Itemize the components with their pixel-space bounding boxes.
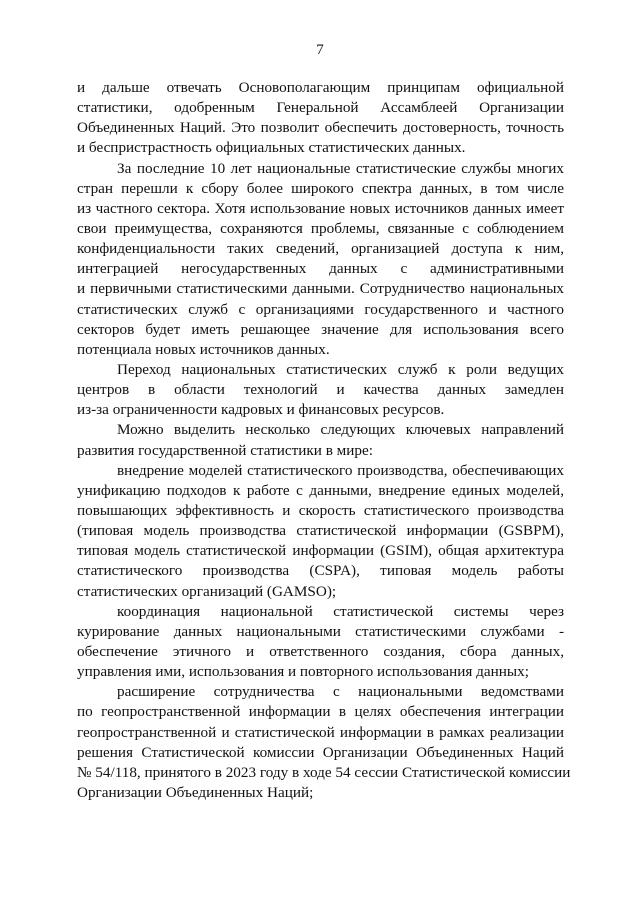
text-line: повышающих эффективность и скорость статистического производства	[77, 501, 564, 519]
text-line: геопространственной и статистической информации в рамках реализации	[77, 723, 564, 741]
text-line: секторов будет иметь решающее значение для использования всего	[77, 320, 564, 338]
text-line: статистических служб с организациями государственного и частного	[77, 300, 564, 318]
text-line: свои преимущества, сохраняются проблемы, связанные с соблюдением	[77, 219, 564, 237]
text-line: Можно выделить несколько следующих ключевых направлений	[117, 421, 564, 439]
text-line: и первичными статистическими данными. Сотрудничество национальных	[77, 280, 564, 298]
paragraph	[77, 360, 564, 420]
text-line: решения Статистической комиссии Организации Объединенных Наций	[77, 743, 564, 761]
text-line: Организации Объединенных Наций;	[77, 783, 314, 801]
text-line: расширение сотрудничества с национальными ведомствами	[117, 683, 564, 701]
text-line: статистики, одобренным Генеральной Ассамблеей Организации	[77, 99, 564, 117]
paragraph	[77, 420, 564, 460]
text-line: Объединенных Наций. Это позволит обеспечить достоверность, точность	[77, 119, 564, 137]
list-item	[77, 682, 571, 803]
text-line: конфиденциальности таких сведений, организацией доступа к ним,	[77, 240, 564, 258]
text-line: типовая модель статистической информации (GSIM), общая архитектура	[77, 542, 564, 560]
text-line: координация национальной статистической системы через	[117, 602, 564, 620]
text-line: управления ими, использования и повторного использования данных;	[77, 663, 529, 681]
text-line: № 54/118, принятого в 2023 году в ходе 54 сессии Статистической комиссии	[77, 763, 571, 781]
text-line: За последние 10 лет национальные статистические службы многих	[117, 159, 564, 177]
text-line: из-за ограниченности кадровых и финансовых ресурсов.	[77, 401, 445, 419]
document-body	[77, 78, 571, 803]
text-line: потенциала новых источников данных.	[77, 340, 330, 358]
text-line: интеграцией негосударственных данных с административными	[77, 260, 564, 278]
paragraph	[77, 159, 564, 360]
list-item	[77, 461, 564, 602]
text-line: статистических организаций (GAMSO);	[77, 582, 337, 600]
list-item	[77, 602, 564, 683]
text-line: и беспристрастность официальных статистических данных.	[77, 139, 466, 157]
text-line: унификацию подходов к работе с данными, внедрение единых моделей,	[77, 481, 564, 499]
page-number: 7	[316, 42, 324, 58]
text-line: по геопространственной информации в целях обеспечения интеграции	[77, 703, 564, 721]
text-line: стран перешли к сбору более широкого спектра данных, в том числе	[77, 179, 564, 197]
text-line: Переход национальных статистических служб к роли ведущих	[117, 360, 564, 378]
text-line: (типовая модель производства статистической информации (GSBPM),	[77, 522, 564, 540]
text-line: и дальше отвечать Основополагающим принципам официальной	[77, 79, 564, 96]
text-line: курирование данных национальными статистическими службами -	[77, 622, 564, 640]
paragraph	[77, 78, 564, 159]
text-line: обеспечение этичного и ответственного создания, сбора данных,	[77, 642, 564, 660]
text-line: статистического производства (CSPA), типовая модель работы	[77, 562, 564, 580]
text-line: центров в области технологий и качества данных замедлен	[77, 381, 564, 399]
text-line: развития государственной статистики в мире:	[77, 441, 373, 459]
text-line: из частного сектора. Хотя использование новых источников данных имеет	[77, 199, 564, 217]
text-line: внедрение моделей статистического производства, обеспечивающих	[117, 461, 564, 479]
